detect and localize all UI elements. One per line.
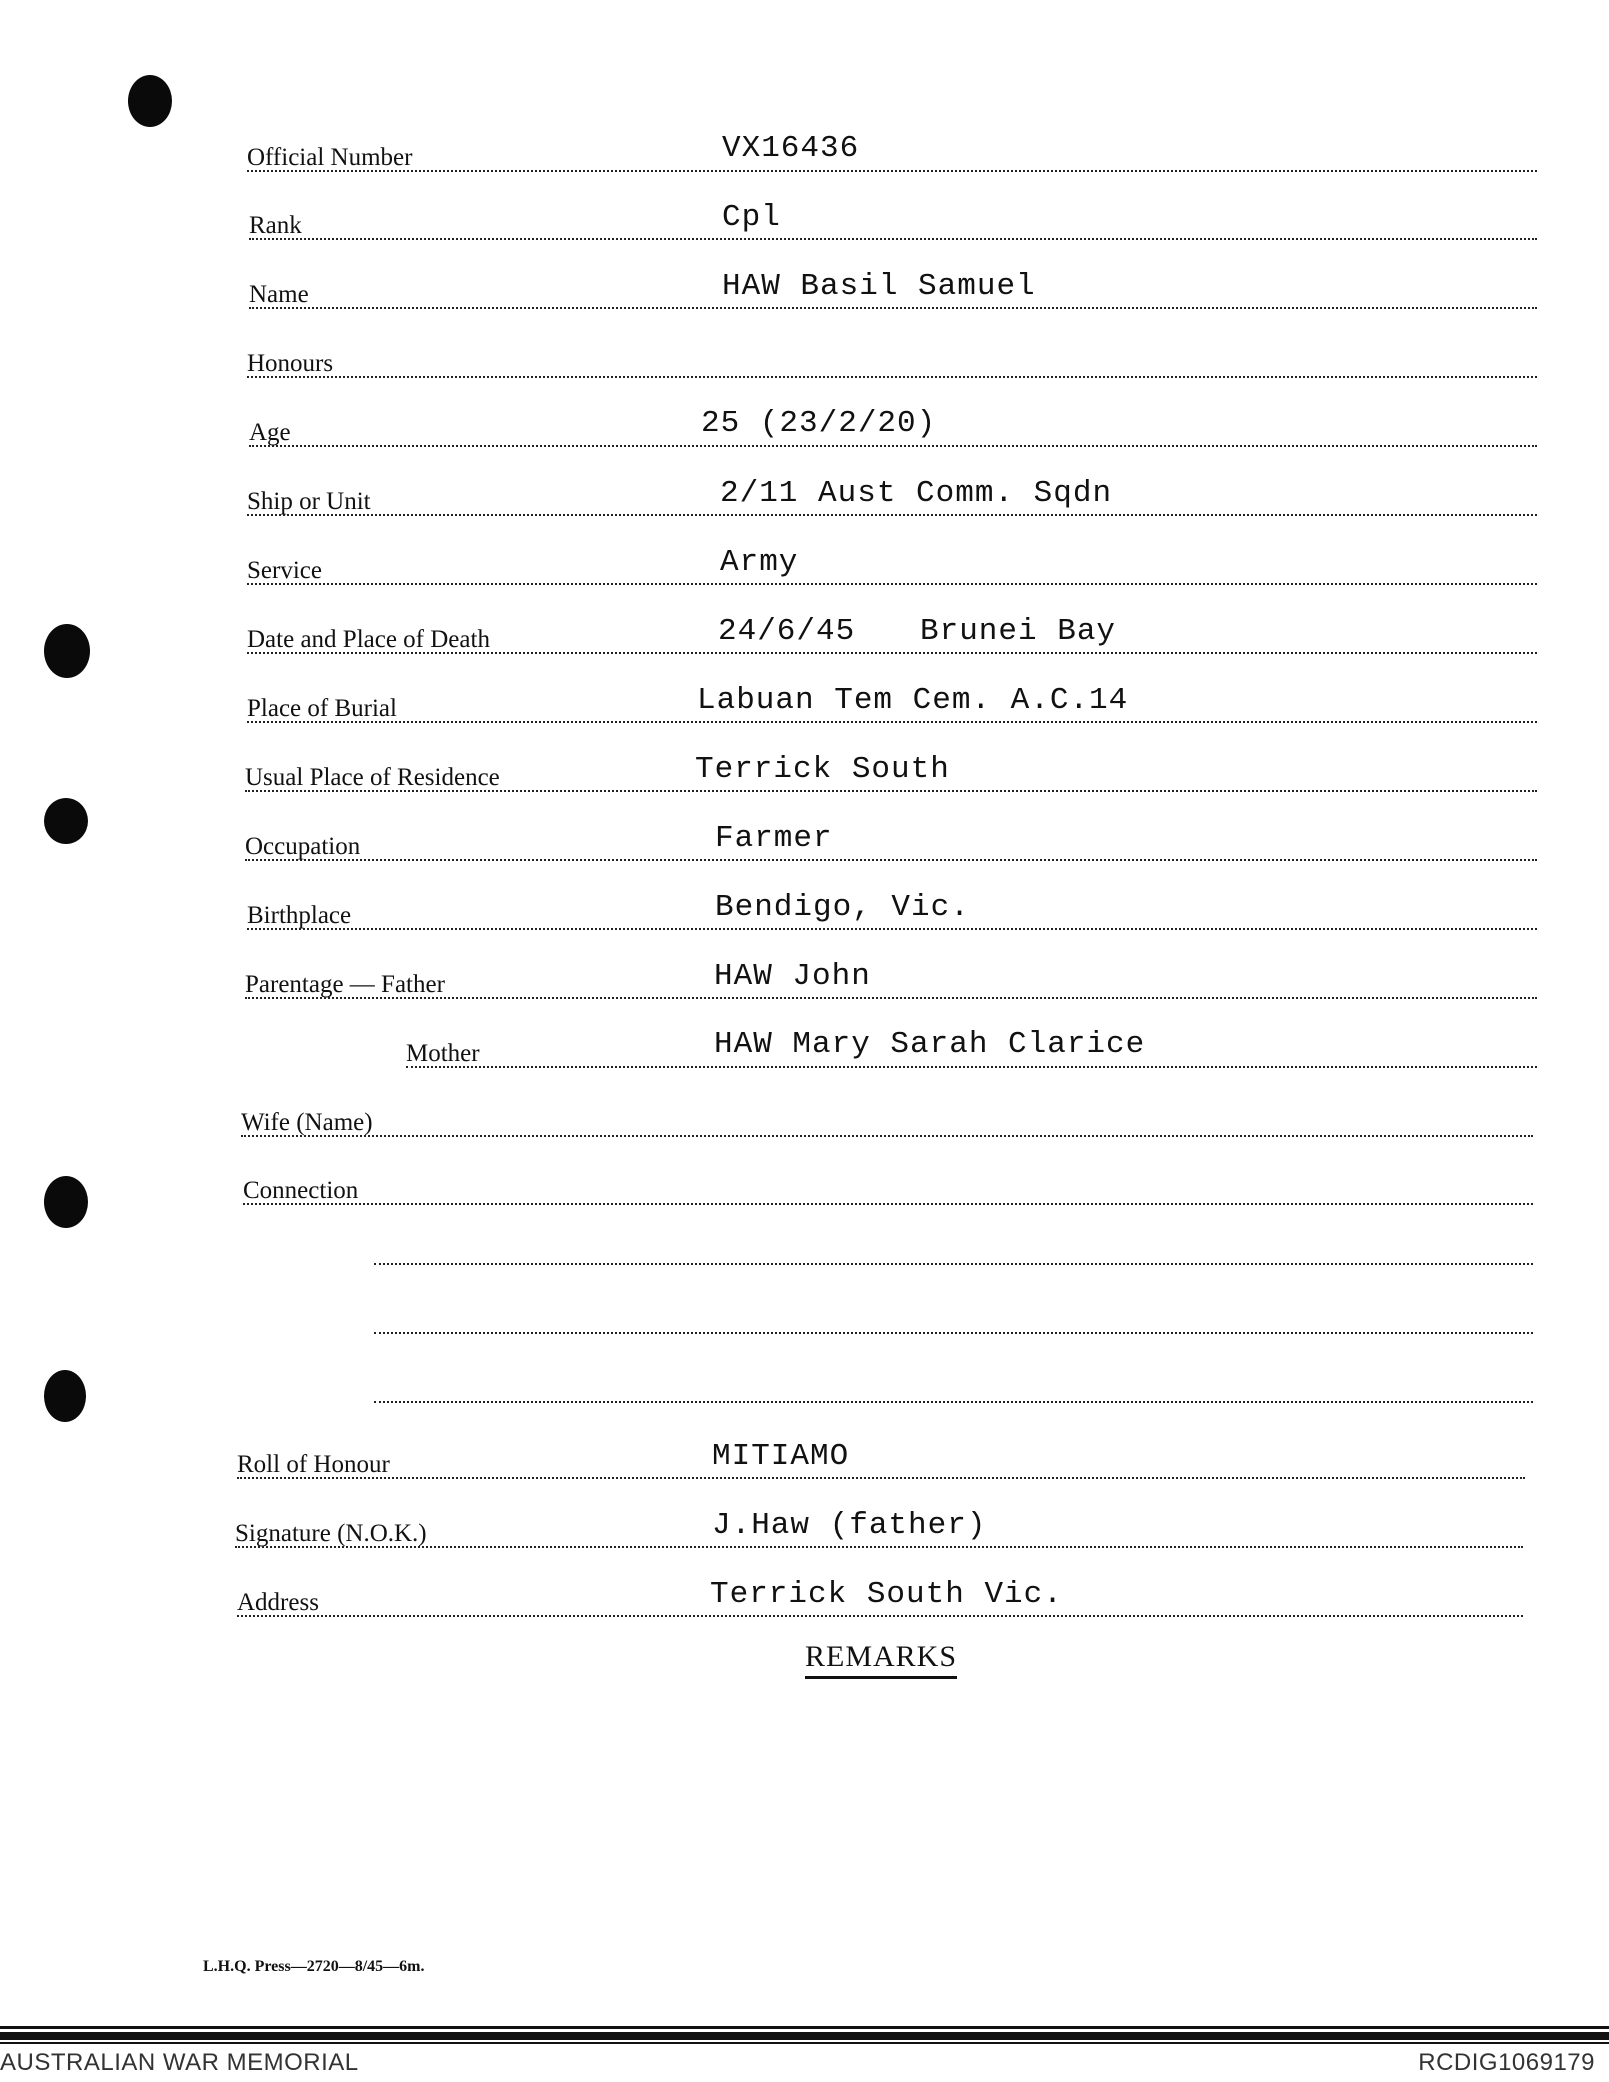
value-age: 25 (23/2/20) bbox=[701, 406, 937, 441]
punch-hole-top bbox=[128, 75, 172, 127]
archive-reference: RCDIG1069179 bbox=[1418, 2049, 1595, 2076]
field-birthplace bbox=[0, 890, 1609, 938]
field-usual-residence bbox=[0, 752, 1609, 800]
dotted-leader bbox=[241, 1135, 1533, 1137]
label-rank: Rank bbox=[249, 212, 302, 239]
remarks-heading: REMARKS bbox=[805, 1640, 957, 1679]
label-service: Service bbox=[247, 557, 322, 584]
field-name bbox=[0, 269, 1609, 317]
connection-continuation-line bbox=[374, 1263, 1533, 1265]
field-honours bbox=[0, 346, 1609, 386]
label-official-number: Official Number bbox=[247, 144, 413, 171]
label-address: Address bbox=[237, 1589, 319, 1616]
dotted-leader bbox=[247, 652, 1537, 654]
value-usual-residence: Terrick South bbox=[695, 752, 950, 787]
connection-continuation-line bbox=[374, 1332, 1533, 1334]
field-roll-of-honour bbox=[0, 1439, 1609, 1487]
scan-edge-band bbox=[0, 2026, 1609, 2048]
dotted-leader bbox=[243, 1203, 1533, 1205]
dotted-leader bbox=[247, 376, 1537, 378]
field-wife bbox=[0, 1105, 1609, 1145]
dotted-leader bbox=[237, 1615, 1523, 1617]
label-roll-of-honour: Roll of Honour bbox=[237, 1451, 390, 1478]
label-father: Parentage — Father bbox=[245, 971, 445, 998]
field-occupation bbox=[0, 821, 1609, 869]
dotted-leader bbox=[249, 238, 1537, 240]
value-service: Army bbox=[720, 545, 799, 580]
value-father: HAW John bbox=[714, 959, 871, 994]
dotted-leader bbox=[406, 1066, 1537, 1068]
field-ship-or-unit bbox=[0, 476, 1609, 524]
label-name: Name bbox=[249, 281, 309, 308]
dotted-leader bbox=[235, 1546, 1523, 1548]
print-code: L.H.Q. Press—2720—8/45—6m. bbox=[203, 1958, 425, 1975]
field-mother bbox=[0, 1027, 1609, 1076]
label-occupation: Occupation bbox=[245, 833, 361, 860]
dotted-leader bbox=[247, 721, 1537, 723]
punch-hole-4 bbox=[44, 1370, 86, 1422]
value-place-of-burial: Labuan Tem Cem. A.C.14 bbox=[697, 683, 1129, 718]
value-ship-or-unit: 2/11 Aust Comm. Sqdn bbox=[720, 476, 1113, 511]
archive-institution: AUSTRALIAN WAR MEMORIAL bbox=[0, 2049, 359, 2076]
field-connection bbox=[0, 1173, 1609, 1213]
label-usual-residence: Usual Place of Residence bbox=[245, 764, 500, 791]
field-service bbox=[0, 545, 1609, 593]
field-father bbox=[0, 959, 1609, 1007]
field-official-number bbox=[0, 131, 1609, 180]
label-mother: Mother bbox=[406, 1040, 480, 1067]
value-signature: J.Haw (father) bbox=[712, 1508, 987, 1543]
label-honours: Honours bbox=[247, 350, 334, 377]
label-birthplace: Birthplace bbox=[247, 902, 352, 929]
connection-continuation-line bbox=[374, 1401, 1533, 1403]
field-age bbox=[0, 406, 1609, 455]
dotted-leader bbox=[247, 170, 1537, 172]
dotted-leader bbox=[247, 583, 1537, 585]
field-address bbox=[0, 1577, 1609, 1625]
dotted-leader bbox=[245, 790, 1537, 792]
label-wife: Wife (Name) bbox=[241, 1109, 373, 1136]
value-place-of-death: Brunei Bay bbox=[920, 614, 1117, 649]
value-roll-of-honour: MITIAMO bbox=[712, 1439, 850, 1474]
label-ship-or-unit: Ship or Unit bbox=[247, 488, 371, 515]
label-age: Age bbox=[249, 419, 291, 446]
field-rank bbox=[0, 200, 1609, 248]
value-occupation: Farmer bbox=[715, 821, 833, 856]
dotted-leader bbox=[237, 1477, 1525, 1479]
field-signature bbox=[0, 1508, 1609, 1556]
dotted-leader bbox=[249, 445, 1537, 447]
value-birthplace: Bendigo, Vic. bbox=[715, 890, 970, 925]
value-address: Terrick South Vic. bbox=[710, 1577, 1063, 1612]
dotted-leader bbox=[247, 514, 1537, 516]
value-mother: HAW Mary Sarah Clarice bbox=[714, 1027, 1146, 1062]
label-date-place-of-death: Date and Place of Death bbox=[247, 626, 490, 653]
value-rank: Cpl bbox=[722, 200, 781, 235]
dotted-leader bbox=[245, 997, 1537, 999]
field-place-of-burial bbox=[0, 683, 1609, 731]
value-date-of-death: 24/6/45 bbox=[718, 614, 856, 649]
dotted-leader bbox=[247, 928, 1537, 930]
dotted-leader bbox=[249, 307, 1537, 309]
value-official-number: VX16436 bbox=[722, 131, 860, 166]
label-signature: Signature (N.O.K.) bbox=[235, 1520, 427, 1547]
field-date-place-of-death bbox=[0, 614, 1609, 662]
dotted-leader bbox=[245, 859, 1537, 861]
label-connection: Connection bbox=[243, 1177, 359, 1204]
label-place-of-burial: Place of Burial bbox=[247, 695, 397, 722]
value-name: HAW Basil Samuel bbox=[722, 269, 1036, 304]
